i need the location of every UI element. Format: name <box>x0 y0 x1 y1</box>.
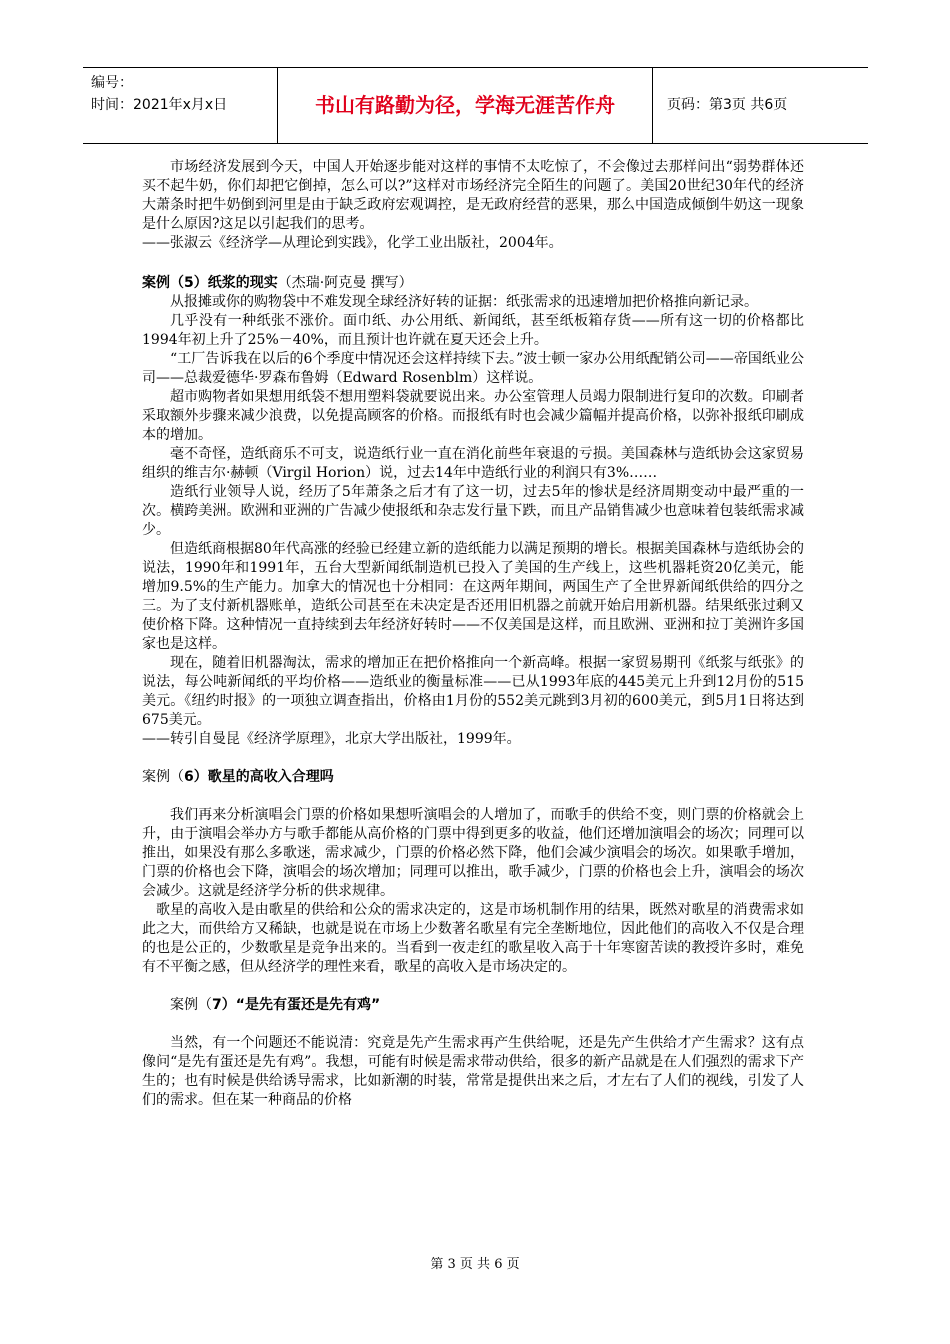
paragraph: 现在，随着旧机器淘汰，需求的增加正在把价格推向一个新高峰。根据一家贸易期刊《纸浆与纸张》的说法，每公吨新闻纸的平均价格——造纸业的衡量标准——已从1993年底的445美元上升到12月份的515美元。《纽约时报》的一项独立调查指出，价格由1月份的552美元跳到3月初的600美元，到5月1日将达到675美元。 <box>142 655 804 728</box>
header-box <box>83 67 868 144</box>
page-footer: 第 3 页 共 6 页 <box>430 1257 520 1272</box>
case-author: （杰瑞·阿克曼 撰写） <box>277 275 413 291</box>
paragraph: 造纸行业领导人说，经历了5年萧条之后才有了这一切，过去5年的惨状是经济周期变动中最严重的一次。横跨美洲。欧洲和亚洲的广告减少使报纸和杂志发行量下跌，而且产品销售减少也意味着包装纸需求减少。 <box>142 484 804 538</box>
case-title: ）“是先有蛋还是先有鸡” <box>221 997 381 1013</box>
number-label: 编号： <box>91 75 133 91</box>
source-citation: ——张淑云《经济学—从理论到实践》，化学工业出版社，2004年。 <box>142 235 563 251</box>
time-label: 时间：2021年x月x日 <box>91 97 228 113</box>
document-body <box>142 158 804 1110</box>
paragraph: 当然，有一个问题还不能说清：究竟是先产生需求再产生供给呢，还是先产生供给才产生需求？这有点像问“是先有蛋还是先有鸡”。我想，可能有时候是需求带动供给，很多的新产品就是在人们强烈的需求下产生的；也有时候是供给诱导需求，比如新潮的时装，常常是提供出来之后，才左右了人们的视线，引发了人们的需求。但在某一种商品的价格 <box>142 1035 804 1108</box>
case-heading <box>142 768 804 787</box>
case-number: 6 <box>184 769 194 785</box>
paragraph: 几乎没有一种纸张不涨价。面巾纸、办公用纸、新闻纸，甚至纸板箱存货——所有这一切的价格都比1994年初上升了25%－40%，而且预计也许就在夏天还会上升。 <box>142 313 804 348</box>
paragraph: 从报摊或你的购物袋中不难发现全球经济好转的证据：纸张需求的迅速增加把价格推向新记录。 <box>170 294 758 310</box>
paragraph: 但造纸商根据80年代高涨的经验已经建立新的造纸能力以满足预期的增长。根据美国森林与造纸协会的说法，1990年和1991年，五台大型新闻纸制造机已投入了美国的生产线上，这些机器耗资20亿美元，能增加9.5%的生产能力。加拿大的情况也十分相同：在这两年期间，两国生产了全世界新闻纸供给的四分之三。为了支付新机器账单，造纸公司甚至在未决定是否还用旧机器之前就开始启用新机器。结果纸张过剩又使价格下降。这种情况一直持续到去年经济好转时——不仅美国是这样，而且欧洲、亚洲和拉丁美洲许多国家也是这样。 <box>142 541 804 652</box>
header-meta <box>83 68 278 143</box>
case-heading <box>142 274 804 293</box>
case-heading <box>142 996 804 1015</box>
paragraph: 我们再来分析演唱会门票的价格如果想听演唱会的人增加了，而歌手的供给不变，则门票的价格就会上升，由于演唱会举办方与歌手都能从高价格的门票中得到更多的收益，他们还增加演唱会的场次；同理可以推出，如果没有那么多歌迷，需求减少，门票的价格必然下降，他们会减少演唱会的场次。如果歌手增加，门票的价格也会下降，演唱会的场次增加；同理可以推出，歌手减少，门票的价格也会上升，演唱会的场次会减少。这就是经济学分析的供求规律。 <box>142 807 804 899</box>
paragraph: 毫不奇怪，造纸商乐不可支，说造纸行业一直在消化前些年衰退的亏损。美国森林与造纸协会这家贸易组织的维吉尔·赫顿（Virgil Horion）说，过去14年中造纸行业的利润只有3%…… <box>142 446 804 481</box>
paragraph: 歌星的高收入是由歌星的供给和公众的需求决定的，这是市场机制作用的结果，既然对歌星的消费需求如此之大，而供给方又稀缺，也就是说在市场上少数著名歌星有完全垄断地位，因此他们的高收入不仅是合理的也是公正的，少数歌星是竞争出来的。当看到一夜走红的歌星收入高于十年寒窗苦读的教授许多时，难免有不平衡之感，但从经济学的理性来看，歌星的高收入是市场决定的。 <box>142 902 804 975</box>
case-title: 案例（5）纸浆的现实 <box>142 275 278 291</box>
source-citation: ——转引自曼昆《经济学原理》，北京大学出版社，1999年。 <box>142 731 521 747</box>
case-title: ）歌星的高收入合理吗 <box>193 769 334 785</box>
paragraph: 市场经济发展到今天，中国人开始逐步能对这样的事情不太吃惊了，不会像过去那样问出“弱势群体还买不起牛奶，你们却把它倒掉，怎么可以?”这样对市场经济完全陌生的问题了。美国20世纪30年代的经济大萧条时把牛奶倒到河里是由于缺乏政府宏观调控，是无政府经营的恶果，那么中国造成倾倒牛奶这一现象是什么原因?这足以引起我们的思考。 <box>142 159 804 232</box>
header-motto: 书山有路勤为径，学海无涯苦作舟 <box>278 68 653 143</box>
case-prefix: 案例（ <box>170 997 212 1013</box>
case-prefix: 案例（ <box>142 769 184 785</box>
paragraph: 超市购物者如果想用纸袋不想用塑料袋就要说出来。办公室管理人员竭力限制进行复印的次数。印刷者采取额外步骤来减少浪费，以免提高顾客的价格。而报纸有时也会减少篇幅并提高价格，以弥补报纸印刷成本的增加。 <box>142 389 804 443</box>
case-number: 7 <box>212 997 222 1013</box>
header-page-info: 页码：第3页 共6页 <box>667 97 788 113</box>
paragraph: “工厂告诉我在以后的6个季度中情况还会这样持续下去。”波士顿一家办公用纸配销公司——帝国纸业公司——总裁爱德华·罗森布鲁姆（Edward Rosenblm）这样说。 <box>142 351 804 386</box>
